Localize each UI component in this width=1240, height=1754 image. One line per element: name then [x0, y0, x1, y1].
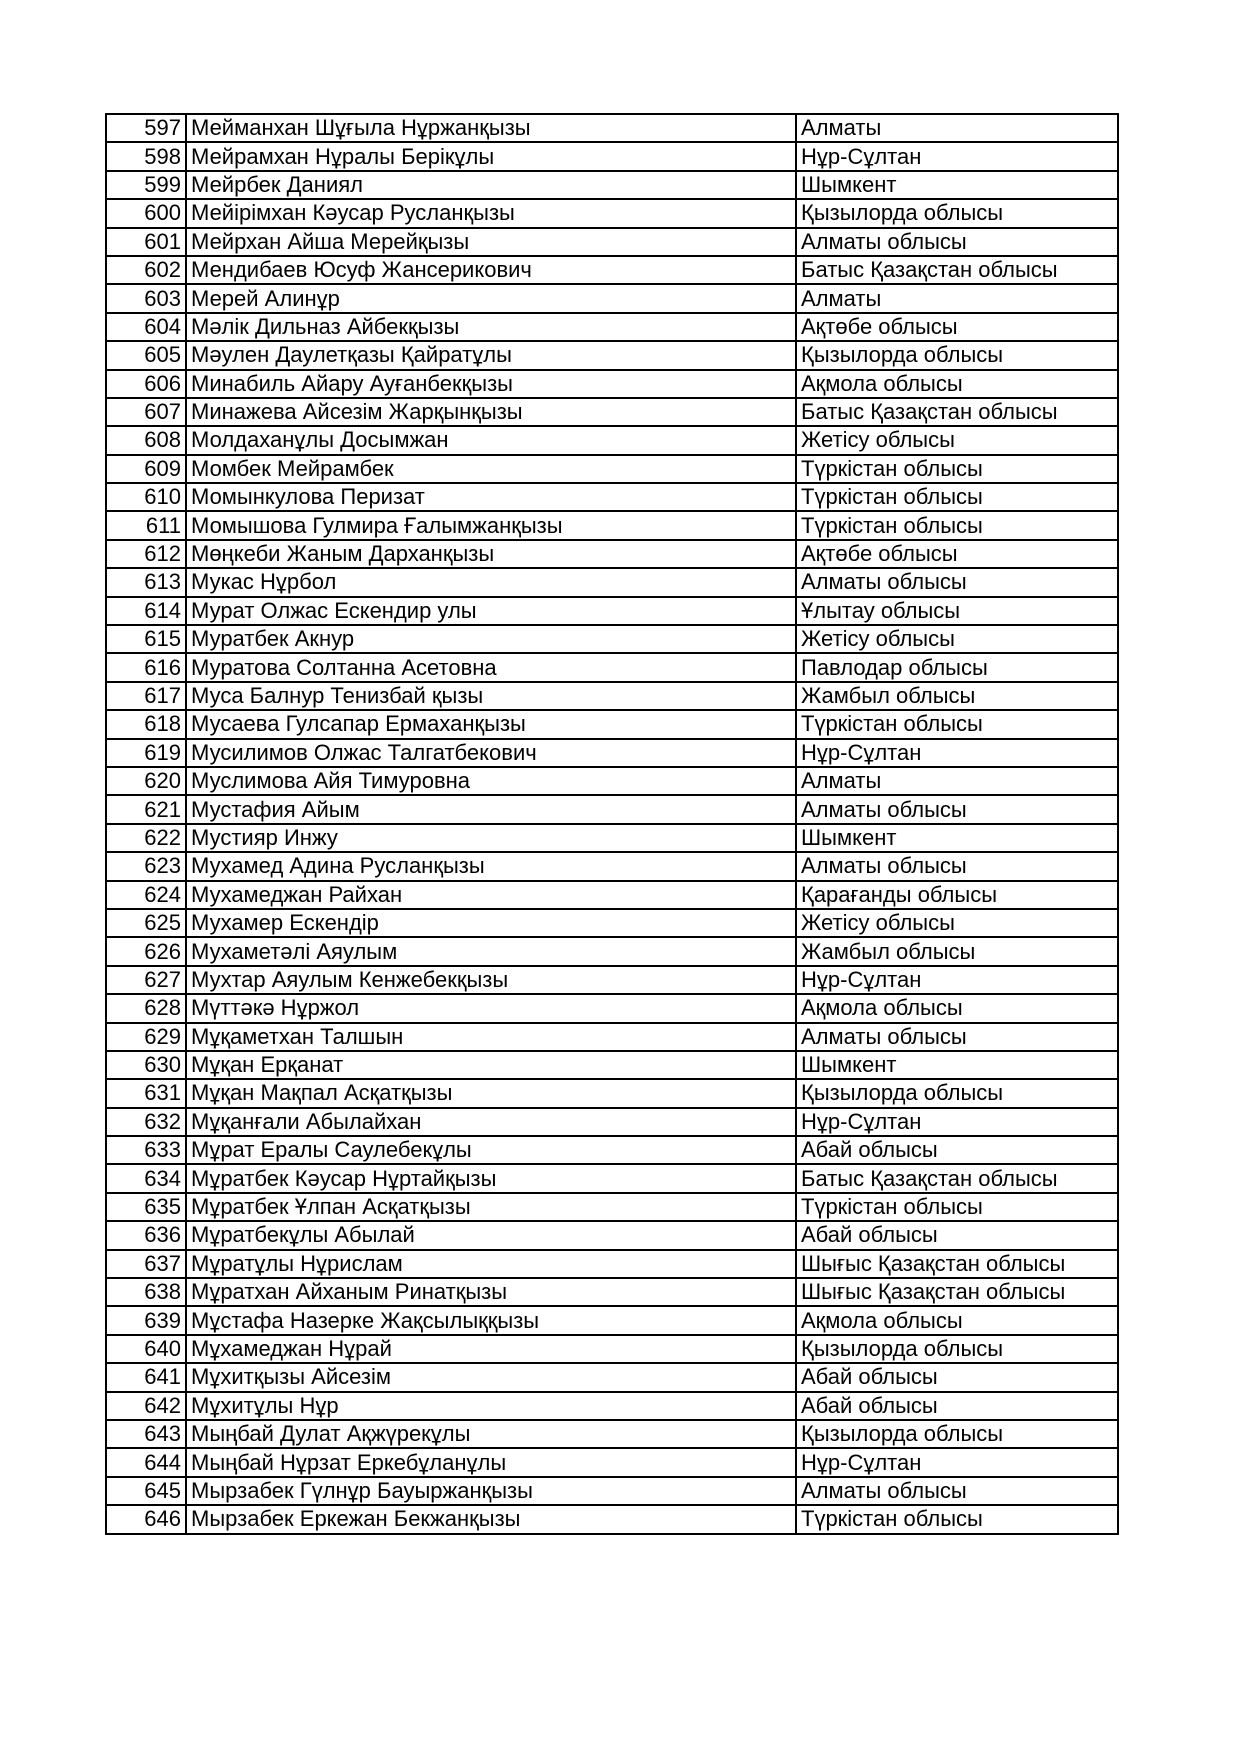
region-cell: Түркістан облысы — [796, 710, 1118, 738]
row-number-cell: 646 — [106, 1505, 186, 1533]
full-name-cell: Мусаева Гулсапар Ермаханқызы — [186, 710, 796, 738]
table-row — [106, 682, 1118, 710]
region-cell: Нұр-Сұлтан — [796, 1448, 1118, 1476]
table-row — [106, 199, 1118, 227]
row-number-cell: 637 — [106, 1250, 186, 1278]
row-number-cell: 618 — [106, 710, 186, 738]
row-number-cell: 611 — [106, 511, 186, 539]
full-name-cell: Мүттәкә Нұржол — [186, 994, 796, 1022]
table-row — [106, 824, 1118, 852]
region-cell: Абай облысы — [796, 1392, 1118, 1420]
region-cell: Қарағанды облысы — [796, 881, 1118, 909]
region-cell: Қызылорда облысы — [796, 1335, 1118, 1363]
region-cell: Алматы облысы — [796, 1477, 1118, 1505]
full-name-cell: Мухамеджан Райхан — [186, 881, 796, 909]
table-row — [106, 1164, 1118, 1192]
row-number-cell: 633 — [106, 1136, 186, 1164]
table-row — [106, 909, 1118, 937]
table-row — [106, 1420, 1118, 1448]
full-name-cell: Мустафия Айым — [186, 795, 796, 823]
roster-table-body — [106, 114, 1118, 1534]
full-name-cell: Мырзабек Еркежан Бекжанқызы — [186, 1505, 796, 1533]
table-row — [106, 511, 1118, 539]
region-cell: Нұр-Сұлтан — [796, 739, 1118, 767]
full-name-cell: Муса Балнур Тенизбай қызы — [186, 682, 796, 710]
row-number-cell: 620 — [106, 767, 186, 795]
full-name-cell: Мыңбай Дулат Ақжүрекұлы — [186, 1420, 796, 1448]
table-row — [106, 284, 1118, 312]
full-name-cell: Муратова Солтанна Асетовна — [186, 653, 796, 681]
row-number-cell: 598 — [106, 142, 186, 170]
full-name-cell: Молдаханұлы Досымжан — [186, 426, 796, 454]
full-name-cell: Мухамер Ескендір — [186, 909, 796, 937]
table-row — [106, 1221, 1118, 1249]
row-number-cell: 632 — [106, 1108, 186, 1136]
full-name-cell: Мусилимов Олжас Талгатбекович — [186, 739, 796, 767]
full-name-cell: Мырзабек Гүлнұр Бауыржанқызы — [186, 1477, 796, 1505]
region-cell: Қызылорда облысы — [796, 341, 1118, 369]
full-name-cell: Мейрхан Айша Мерейқызы — [186, 228, 796, 256]
row-number-cell: 601 — [106, 228, 186, 256]
table-row — [106, 1108, 1118, 1136]
region-cell: Түркістан облысы — [796, 483, 1118, 511]
table-row — [106, 1306, 1118, 1334]
table-row — [106, 341, 1118, 369]
table-row — [106, 1250, 1118, 1278]
region-cell: Абай облысы — [796, 1136, 1118, 1164]
full-name-cell: Мукас Нұрбол — [186, 568, 796, 596]
full-name-cell: Мөңкеби Жаным Дарханқызы — [186, 540, 796, 568]
full-name-cell: Мұхитқызы Айсезім — [186, 1363, 796, 1391]
region-cell: Алматы облысы — [796, 228, 1118, 256]
full-name-cell: Мерей Алинұр — [186, 284, 796, 312]
table-row — [106, 937, 1118, 965]
row-number-cell: 630 — [106, 1051, 186, 1079]
table-row — [106, 653, 1118, 681]
table-row — [106, 710, 1118, 738]
region-cell: Алматы — [796, 767, 1118, 795]
full-name-cell: Мейрамхан Нұралы Берікұлы — [186, 142, 796, 170]
region-cell: Жамбыл облысы — [796, 682, 1118, 710]
region-cell: Батыс Қазақстан облысы — [796, 398, 1118, 426]
region-cell: Түркістан облысы — [796, 1193, 1118, 1221]
row-number-cell: 621 — [106, 795, 186, 823]
full-name-cell: Мухамед Адина Русланқызы — [186, 852, 796, 880]
row-number-cell: 607 — [106, 398, 186, 426]
full-name-cell: Минабиль Айару Ауғанбекқызы — [186, 370, 796, 398]
table-row — [106, 767, 1118, 795]
row-number-cell: 644 — [106, 1448, 186, 1476]
table-row — [106, 540, 1118, 568]
region-cell: Ақмола облысы — [796, 994, 1118, 1022]
table-row — [106, 1051, 1118, 1079]
row-number-cell: 614 — [106, 597, 186, 625]
full-name-cell: Мухтар Аяулым Кенжебекқызы — [186, 966, 796, 994]
full-name-cell: Мейманхан Шұғыла Нұржанқызы — [186, 114, 796, 142]
row-number-cell: 628 — [106, 994, 186, 1022]
full-name-cell: Минажева Айсезім Жарқынқызы — [186, 398, 796, 426]
region-cell: Шығыс Қазақстан облысы — [796, 1278, 1118, 1306]
full-name-cell: Мұратхан Айханым Ринатқызы — [186, 1278, 796, 1306]
region-cell: Шымкент — [796, 824, 1118, 852]
table-row — [106, 114, 1118, 142]
full-name-cell: Мәулен Даулетқазы Қайратұлы — [186, 341, 796, 369]
full-name-cell: Момбек Мейрамбек — [186, 455, 796, 483]
table-row — [106, 313, 1118, 341]
region-cell: Абай облысы — [796, 1363, 1118, 1391]
table-row — [106, 455, 1118, 483]
row-number-cell: 634 — [106, 1164, 186, 1192]
region-cell: Нұр-Сұлтан — [796, 142, 1118, 170]
region-cell: Шымкент — [796, 171, 1118, 199]
row-number-cell: 603 — [106, 284, 186, 312]
table-row — [106, 171, 1118, 199]
row-number-cell: 606 — [106, 370, 186, 398]
row-number-cell: 627 — [106, 966, 186, 994]
full-name-cell: Муратбек Акнур — [186, 625, 796, 653]
region-cell: Нұр-Сұлтан — [796, 1108, 1118, 1136]
row-number-cell: 619 — [106, 739, 186, 767]
table-row — [106, 398, 1118, 426]
full-name-cell: Мұхамеджан Нұрай — [186, 1335, 796, 1363]
table-row — [106, 1335, 1118, 1363]
table-row — [106, 228, 1118, 256]
table-row — [106, 881, 1118, 909]
row-number-cell: 641 — [106, 1363, 186, 1391]
table-row — [106, 1136, 1118, 1164]
full-name-cell: Муслимова Айя Тимуровна — [186, 767, 796, 795]
region-cell: Жетісу облысы — [796, 625, 1118, 653]
row-number-cell: 629 — [106, 1023, 186, 1051]
row-number-cell: 608 — [106, 426, 186, 454]
full-name-cell: Мұстафа Назерке Жақсылыққызы — [186, 1306, 796, 1334]
table-row — [106, 795, 1118, 823]
row-number-cell: 599 — [106, 171, 186, 199]
region-cell: Қызылорда облысы — [796, 199, 1118, 227]
table-row — [106, 1477, 1118, 1505]
full-name-cell: Мәлік Дильназ Айбекқызы — [186, 313, 796, 341]
region-cell: Ұлытау облысы — [796, 597, 1118, 625]
region-cell: Батыс Қазақстан облысы — [796, 1164, 1118, 1192]
full-name-cell: Мұхитұлы Нұр — [186, 1392, 796, 1420]
region-cell: Ақтөбе облысы — [796, 540, 1118, 568]
full-name-cell: Мұқанғали Абылайхан — [186, 1108, 796, 1136]
full-name-cell: Мұратбекұлы Абылай — [186, 1221, 796, 1249]
full-name-cell: Мейірімхан Кәусар Русланқызы — [186, 199, 796, 227]
row-number-cell: 623 — [106, 852, 186, 880]
row-number-cell: 609 — [106, 455, 186, 483]
region-cell: Абай облысы — [796, 1221, 1118, 1249]
full-name-cell: Момышова Гулмира Ғалымжанқызы — [186, 511, 796, 539]
row-number-cell: 645 — [106, 1477, 186, 1505]
table-row — [106, 256, 1118, 284]
region-cell: Ақмола облысы — [796, 370, 1118, 398]
table-row — [106, 483, 1118, 511]
region-cell: Қызылорда облысы — [796, 1079, 1118, 1107]
row-number-cell: 622 — [106, 824, 186, 852]
table-row — [106, 1505, 1118, 1533]
table-row — [106, 1278, 1118, 1306]
full-name-cell: Мурат Олжас Ескендир улы — [186, 597, 796, 625]
region-cell: Батыс Қазақстан облысы — [796, 256, 1118, 284]
table-row — [106, 370, 1118, 398]
row-number-cell: 610 — [106, 483, 186, 511]
roster-table — [105, 113, 1119, 1535]
row-number-cell: 642 — [106, 1392, 186, 1420]
region-cell: Ақтөбе облысы — [796, 313, 1118, 341]
region-cell: Павлодар облысы — [796, 653, 1118, 681]
region-cell: Нұр-Сұлтан — [796, 966, 1118, 994]
row-number-cell: 615 — [106, 625, 186, 653]
full-name-cell: Мұратұлы Нұрислам — [186, 1250, 796, 1278]
full-name-cell: Момынкулова Перизат — [186, 483, 796, 511]
row-number-cell: 624 — [106, 881, 186, 909]
full-name-cell: Мұратбек Кәусар Нұртайқызы — [186, 1164, 796, 1192]
row-number-cell: 640 — [106, 1335, 186, 1363]
row-number-cell: 600 — [106, 199, 186, 227]
row-number-cell: 605 — [106, 341, 186, 369]
region-cell: Түркістан облысы — [796, 511, 1118, 539]
table-row — [106, 739, 1118, 767]
region-cell: Алматы — [796, 284, 1118, 312]
table-row — [106, 625, 1118, 653]
row-number-cell: 626 — [106, 937, 186, 965]
table-row — [106, 1448, 1118, 1476]
full-name-cell: Мыңбай Нұрзат Еркебұланұлы — [186, 1448, 796, 1476]
row-number-cell: 638 — [106, 1278, 186, 1306]
full-name-cell: Мұрат Ералы Саулебекұлы — [186, 1136, 796, 1164]
region-cell: Жетісу облысы — [796, 909, 1118, 937]
full-name-cell: Мейрбек Даниял — [186, 171, 796, 199]
table-row — [106, 426, 1118, 454]
region-cell: Шымкент — [796, 1051, 1118, 1079]
region-cell: Жамбыл облысы — [796, 937, 1118, 965]
row-number-cell: 612 — [106, 540, 186, 568]
region-cell: Алматы облысы — [796, 795, 1118, 823]
full-name-cell: Мұратбек Ұлпан Асқатқызы — [186, 1193, 796, 1221]
table-row — [106, 966, 1118, 994]
row-number-cell: 617 — [106, 682, 186, 710]
region-cell: Ақмола облысы — [796, 1306, 1118, 1334]
region-cell: Алматы облысы — [796, 568, 1118, 596]
row-number-cell: 625 — [106, 909, 186, 937]
table-row — [106, 597, 1118, 625]
region-cell: Шығыс Қазақстан облысы — [796, 1250, 1118, 1278]
region-cell: Алматы — [796, 114, 1118, 142]
region-cell: Алматы облысы — [796, 852, 1118, 880]
full-name-cell: Мустияр Инжу — [186, 824, 796, 852]
table-row — [106, 1392, 1118, 1420]
row-number-cell: 604 — [106, 313, 186, 341]
row-number-cell: 636 — [106, 1221, 186, 1249]
row-number-cell: 639 — [106, 1306, 186, 1334]
row-number-cell: 597 — [106, 114, 186, 142]
region-cell: Түркістан облысы — [796, 455, 1118, 483]
table-row — [106, 1079, 1118, 1107]
table-row — [106, 1193, 1118, 1221]
table-row — [106, 994, 1118, 1022]
full-name-cell: Мұқан Мақпал Асқатқызы — [186, 1079, 796, 1107]
full-name-cell: Мухаметәлі Аяулым — [186, 937, 796, 965]
table-row — [106, 1363, 1118, 1391]
row-number-cell: 613 — [106, 568, 186, 596]
table-row — [106, 142, 1118, 170]
row-number-cell: 643 — [106, 1420, 186, 1448]
region-cell: Қызылорда облысы — [796, 1420, 1118, 1448]
table-row — [106, 852, 1118, 880]
full-name-cell: Мұқаметхан Талшын — [186, 1023, 796, 1051]
row-number-cell: 631 — [106, 1079, 186, 1107]
region-cell: Жетісу облысы — [796, 426, 1118, 454]
table-row — [106, 1023, 1118, 1051]
row-number-cell: 616 — [106, 653, 186, 681]
row-number-cell: 635 — [106, 1193, 186, 1221]
full-name-cell: Мұқан Ерқанат — [186, 1051, 796, 1079]
full-name-cell: Мендибаев Юсуф Жансерикович — [186, 256, 796, 284]
region-cell: Алматы облысы — [796, 1023, 1118, 1051]
region-cell: Түркістан облысы — [796, 1505, 1118, 1533]
table-row — [106, 568, 1118, 596]
row-number-cell: 602 — [106, 256, 186, 284]
